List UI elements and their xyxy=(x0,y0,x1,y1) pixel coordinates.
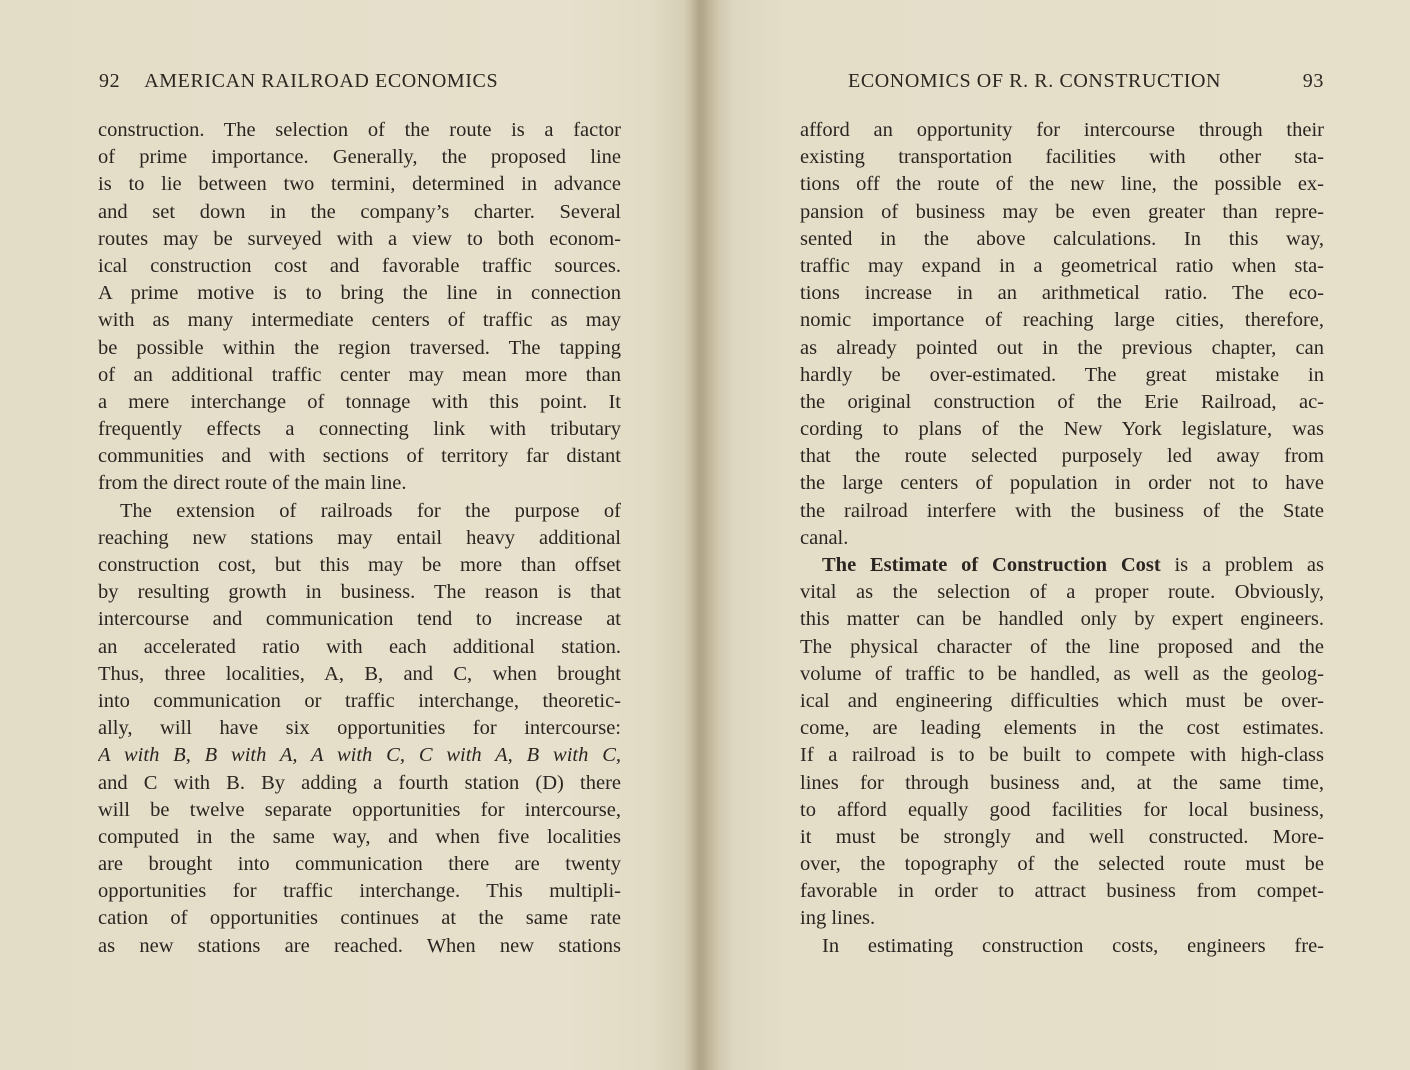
text-line: from the direct route of the main line. xyxy=(98,472,407,495)
text-line: pansion of business may be even greater than repre- xyxy=(800,200,1324,223)
text-line: ical construction cost and favorable traffic sources. xyxy=(98,254,621,277)
paragraph-start-line: In estimating construction costs, engineers fre- xyxy=(822,934,1324,957)
text-line: by resulting growth in business. The reason is that xyxy=(98,581,621,604)
text-line: ing lines. xyxy=(800,907,876,930)
left-page-body xyxy=(98,117,621,960)
text-line: tions off the route of the new line, the possible ex- xyxy=(800,173,1324,196)
text-line: canal. xyxy=(800,526,849,549)
text-line: that the route selected purposely led away from xyxy=(800,445,1324,468)
text-line: sented in the above calculations. In this way, xyxy=(800,227,1324,250)
running-head-title-right: ECONOMICS OF R. R. CONSTRUCTION xyxy=(848,70,1222,92)
text-line: nomic importance of reaching large cities, therefore, xyxy=(800,309,1324,332)
text-line: opportunities for traffic interchange. This multipli- xyxy=(98,880,621,903)
running-head-title-left: AMERICAN RAILROAD ECONOMICS xyxy=(144,70,499,92)
text-line: communities and with sections of territory far distant xyxy=(98,445,621,468)
text-line: be possible within the region traversed. The tapping xyxy=(98,336,621,359)
page-number-right: 93 xyxy=(1302,70,1324,92)
text-line: afford an opportunity for intercourse through their xyxy=(800,119,1324,141)
text-line: vital as the selection of a proper route. Obviously, xyxy=(800,581,1324,604)
text-line: traffic may expand in a geometrical ratio when sta- xyxy=(800,254,1324,277)
page-number-left: 92 xyxy=(99,70,121,92)
text-line: A with B, B with A, A with C, C with A, B with C, xyxy=(98,744,621,767)
text-line: routes may be surveyed with a view to both econom- xyxy=(98,227,621,250)
text-line: hardly be over-estimated. The great mistake in xyxy=(800,363,1324,386)
text-line: to afford equally good facilities for local business, xyxy=(800,798,1324,821)
text-line: existing transportation facilities with other sta- xyxy=(800,146,1324,169)
text-line: as already pointed out in the previous chapter, can xyxy=(800,336,1324,359)
text-line: over, the topography of the selected route must be xyxy=(800,853,1324,876)
right-page-body xyxy=(800,117,1324,960)
text-line: reaching new stations may entail heavy additional xyxy=(98,526,621,549)
text-line: with as many intermediate centers of traffic as may xyxy=(98,309,621,332)
text-line: Thus, three localities, A, B, and C, when brought xyxy=(98,662,621,685)
text-line: A prime motive is to bring the line in connection xyxy=(98,282,621,305)
text-line: If a railroad is to be built to compete with high-class xyxy=(800,744,1324,767)
section-heading-line xyxy=(800,552,1324,579)
text-line: it must be strongly and well constructed. More- xyxy=(800,825,1324,848)
text-line: frequently effects a connecting link with tributary xyxy=(98,418,621,441)
text-line: computed in the same way, and when five localities xyxy=(98,825,621,848)
text-line: of prime importance. Generally, the proposed line xyxy=(98,146,621,169)
running-head-left xyxy=(99,70,624,93)
text-line: volume of traffic to be handled, as well as the geolog- xyxy=(800,662,1324,685)
text-line: ally, will have six opportunities for intercourse: xyxy=(98,717,621,740)
text-line: are brought into communication there are twenty xyxy=(98,853,621,876)
text-line: a mere interchange of tonnage with this point. It xyxy=(98,390,621,413)
text-line: the large centers of population in order not to have xyxy=(800,472,1324,495)
text-line: cording to plans of the New York legislature, was xyxy=(800,418,1324,441)
text-line: is to lie between two termini, determined in advance xyxy=(98,173,621,196)
text-line: into communication or traffic interchange, theoretic- xyxy=(98,689,621,712)
text-line: this matter can be handled only by expert engineers. xyxy=(800,608,1324,631)
text-line: construction cost, but this may be more than offset xyxy=(98,554,621,576)
text-line: the railroad interfere with the business of the State xyxy=(800,499,1324,522)
text-line: cation of opportunities continues at the same rate xyxy=(98,907,621,930)
text-line: the original construction of the Erie Railroad, ac- xyxy=(800,390,1324,413)
text-line: an accelerated ratio with each additional station. xyxy=(98,635,621,658)
text-line: lines for through business and, at the same time, xyxy=(800,771,1324,794)
text-line: come, are leading elements in the cost estimates. xyxy=(800,717,1324,740)
text-line: will be twelve separate opportunities for intercourse, xyxy=(98,798,621,821)
section-heading: The Estimate of Construction Cost xyxy=(822,554,1161,576)
text-line: as new stations are reached. When new stations xyxy=(98,934,621,957)
text-line: construction. The selection of the route is a factor xyxy=(98,119,621,141)
text-line: and set down in the company’s charter. Several xyxy=(98,200,621,223)
right-page xyxy=(705,0,1410,1070)
text-line: intercourse and communication tend to increase at xyxy=(98,608,621,631)
section-heading-continuation: is a problem as xyxy=(1174,554,1324,576)
paragraph-start-line: The extension of railroads for the purpose of xyxy=(120,499,621,522)
text-line: and C with B. By adding a fourth station (D) there xyxy=(98,771,621,794)
text-line: favorable in order to attract business from compet- xyxy=(800,880,1324,903)
text-line: The physical character of the line proposed and the xyxy=(800,635,1324,658)
text-line: tions increase in an arithmetical ratio. The eco- xyxy=(800,282,1324,305)
text-line: ical and engineering difficulties which must be over- xyxy=(800,689,1324,712)
text-line: of an additional traffic center may mean more than xyxy=(98,363,621,386)
running-head-right xyxy=(799,70,1324,93)
